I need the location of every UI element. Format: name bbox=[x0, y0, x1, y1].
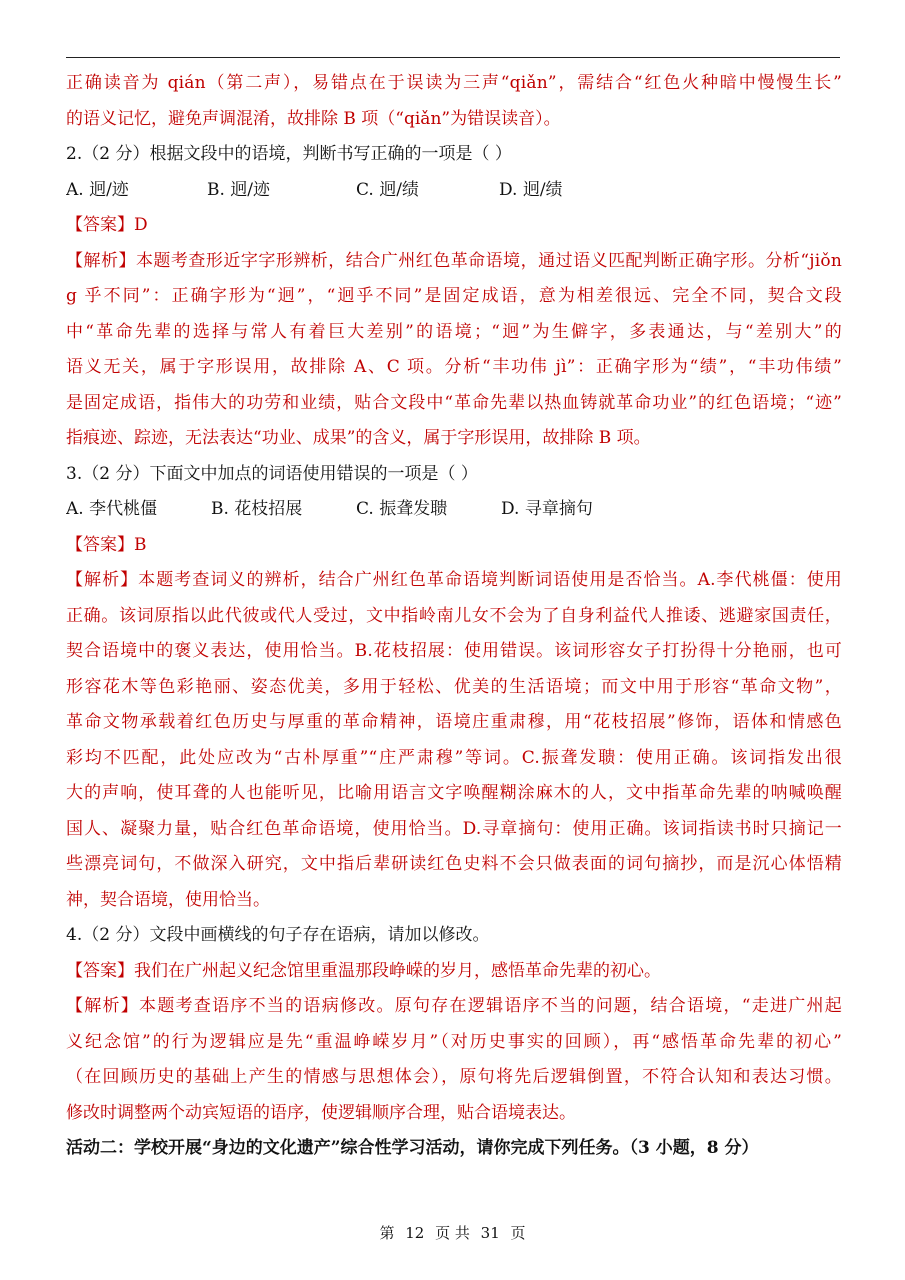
footer-suffix: 页 bbox=[510, 1224, 526, 1242]
analysis-line: 义纪念馆”的行为逻辑应是先“重温峥嵘岁月”（对历史事实的回顾），再“感悟革命先辈的初心” bbox=[66, 1031, 842, 1052]
analysis-line: 【解析】本题考查形近字字形辨析，结合广州红色革命语境，通过语义匹配判断正确字形。分析“jiǒn bbox=[66, 250, 842, 271]
analysis-line: 指痕迹、踪迹，无法表达“功业、成果”的含义，属于字形误用，故排除 B 项。 bbox=[66, 428, 651, 448]
activity-2-heading: 活动二：学校开展“身边的文化遗产”综合性学习活动，请你完成下列任务。（3 小题，8 分） bbox=[66, 1138, 759, 1158]
footer-total-pages: 31 bbox=[480, 1224, 500, 1242]
analysis-line: 正确。该词原指以此代彼或代人受过，文中指岭南儿女不会为了自身利益代人推诿、逃避家国责任， bbox=[66, 605, 842, 626]
option-c: C. 迥/绩 bbox=[356, 179, 419, 200]
analysis-line: 国人、凝聚力量，贴合红色革命语境，使用恰当。D.寻章摘句：使用正确。该词指读书时只摘记一 bbox=[66, 818, 842, 839]
question-3-options bbox=[66, 492, 842, 528]
analysis-line: 契合语境中的褒义表达，使用恰当。B.花枝招展：使用错误。该词形容女子打扮得十分艳丽，也可 bbox=[66, 641, 842, 661]
question-2-stem: 2.（2 分）根据文段中的语境，判断书写正确的一项是（ ） bbox=[66, 144, 512, 164]
analysis-line: 是固定成语，指伟大的功劳和业绩，贴合文段中“革命先辈以热血铸就革命功业”的红色语境；“迹” bbox=[66, 392, 842, 413]
question-4-stem: 4.（2 分）文段中画横线的句子存在语病，请加以修改。 bbox=[66, 925, 490, 945]
analysis-line: 形容花木等色彩艳丽、姿态优美，多用于轻松、优美的生活语境；而文中用于形容“革命文物”， bbox=[66, 676, 842, 697]
analysis-line: 【解析】本题考查词义的辨析，结合广州红色革命语境判断词语使用是否恰当。A.李代桃僵：使用 bbox=[66, 570, 842, 590]
footer-current-page: 12 bbox=[405, 1224, 425, 1242]
header-rule bbox=[66, 57, 840, 58]
analysis-line: 彩均不匹配，此处应改为“古朴厚重”“庄严肃穆”等词。C.振聋发聩：使用正确。该词指发出很 bbox=[66, 747, 842, 768]
option-a: A. 李代桃僵 bbox=[66, 499, 158, 519]
footer-prefix: 第 bbox=[379, 1224, 395, 1242]
analysis-line: 大的声响，使耳聋的人也能听见，比喻用语言文字唤醒糊涂麻木的人，文中指革命先辈的呐喊唤醒 bbox=[66, 783, 842, 803]
question-2-answer: 【答案】D bbox=[66, 215, 148, 235]
analysis-line: 的语义记忆，避免声调混淆，故排除 B 项（“qiǎn”为错误读音）。 bbox=[66, 108, 561, 129]
analysis-line: g 乎不同”：正确字形为“迥”，“迥乎不同”是固定成语，意为相差很远、完全不同，契合文段 bbox=[66, 286, 842, 306]
analysis-line: 正确读音为 qián（第二声），易错点在于误读为三声“qiǎn”，需结合“红色火种暗中慢慢生长” bbox=[66, 73, 842, 93]
question-2-options bbox=[66, 173, 842, 209]
option-d: D. 迥/绩 bbox=[499, 179, 563, 200]
option-b: B. 花枝招展 bbox=[211, 499, 303, 519]
option-b: B. 迥/迹 bbox=[207, 179, 271, 200]
question-3-answer: 【答案】B bbox=[66, 534, 147, 555]
question-3-stem: 3.（2 分）下面文中加点的词语使用错误的一项是（ ） bbox=[66, 463, 478, 484]
page-content bbox=[66, 66, 842, 1167]
analysis-line: 革命文物承载着红色历史与厚重的革命精神，语境庄重肃穆，用“花枝招展”修饰，语体和情感色 bbox=[66, 712, 842, 732]
analysis-line: 【解析】本题考查语序不当的语病修改。原句存在逻辑语序不当的问题，结合语境，“走进广州起 bbox=[66, 996, 842, 1016]
analysis-line: 中“革命先辈的选择与常人有着巨大差别”的语境；“迥”为生僻字，多表通达，与“差别大”的 bbox=[66, 321, 842, 342]
analysis-line: 神，契合语境，使用恰当。 bbox=[66, 889, 270, 910]
analysis-line: 语义无关，属于字形误用，故排除 A、C 项。分析“丰功伟 jì”：正确字形为“绩”，“丰功伟绩” bbox=[66, 357, 842, 377]
option-d: D. 寻章摘句 bbox=[501, 499, 593, 519]
footer-middle: 页 共 bbox=[435, 1224, 470, 1242]
option-c: C. 振聋发聩 bbox=[356, 499, 448, 519]
analysis-line: 修改时调整两个动宾短语的语序，使逻辑顺序合理，贴合语境表达。 bbox=[66, 1102, 576, 1123]
page-footer bbox=[0, 1222, 905, 1243]
analysis-line: （在回顾历史的基础上产生的情感与思想体会），原句将先后逻辑倒置，不符合认知和表达习惯。 bbox=[66, 1067, 842, 1087]
question-4-answer: 【答案】我们在广州起义纪念馆里重温那段峥嵘的岁月，感悟革命先辈的初心。 bbox=[66, 960, 661, 981]
option-a: A. 迥/迹 bbox=[66, 179, 129, 200]
analysis-line: 些漂亮词句，不做深入研究，文中指后辈研读红色史料不会只做表面的词句摘抄，而是沉心体悟精 bbox=[66, 854, 842, 874]
